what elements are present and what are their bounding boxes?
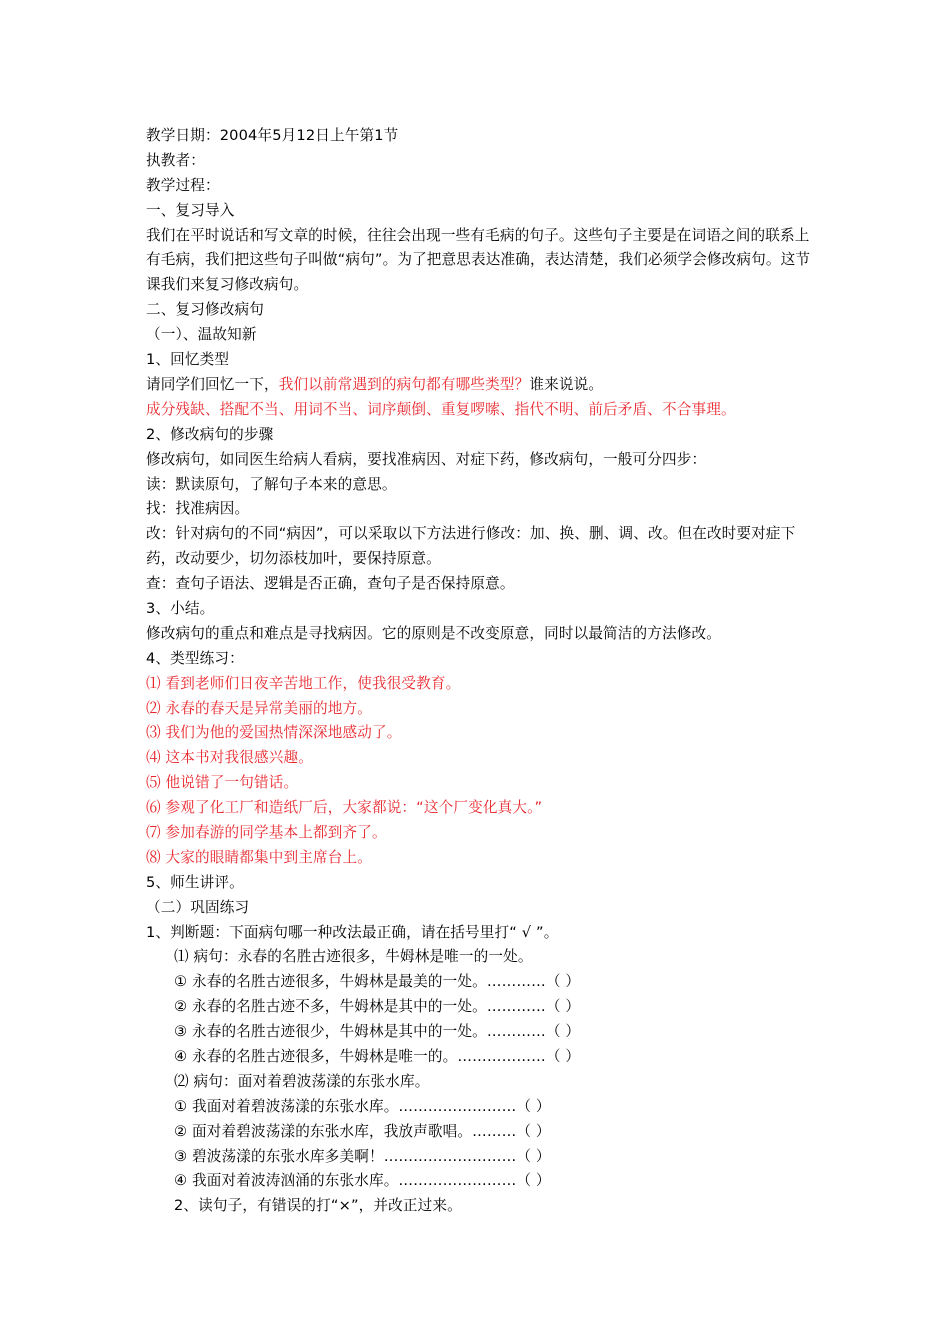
practice-sentence: ⑵ 永春的春天是异常美丽的地方。 xyxy=(146,699,372,717)
sick-sentence-1: ⑴ 病句：永春的名胜古迹很多，牛姆林是唯一的一处。 xyxy=(174,948,533,966)
option-line: ④ 我面对着波涛汹涌的东张水库。……………………（ ） xyxy=(174,1172,551,1190)
practice-sentence: ⑷ 这本书对我很感兴趣。 xyxy=(146,749,313,767)
item-heading-steps: 2、修改病句的步骤 xyxy=(146,425,274,443)
option-line: ③ 永春的名胜古迹很少，牛姆林是其中的一处。…………（ ） xyxy=(174,1023,581,1041)
error-types-list: 成分残缺、搭配不当、用词不当、词序颠倒、重复啰嗦、指代不明、前后矛盾、不合事理。 xyxy=(146,400,736,418)
subsection-heading-consolidation: （二）巩固练习 xyxy=(146,898,250,916)
read-sentences-heading: 2、读句子，有错误的打“×”，并改正过来。 xyxy=(174,1197,462,1215)
teacher-line: 执教者： xyxy=(146,151,205,169)
practice-sentence: ⑺ 参加春游的同学基本上都到齐了。 xyxy=(146,824,387,842)
item-heading-review-discussion: 5、师生讲评。 xyxy=(146,873,244,891)
judgement-question-heading: 1、判断题：下面病句哪一种改法最正确，请在括号里打“ √ ”。 xyxy=(146,923,559,941)
option-line: ① 我面对着碧波荡漾的东张水库。……………………（ ） xyxy=(174,1097,551,1115)
subsection-heading-review-knowledge: （一）、温故知新 xyxy=(146,326,257,344)
recall-question-highlight: 我们以前常遇到的病句都有哪些类型？ xyxy=(278,375,530,393)
option-line: ④ 永春的名胜古迹很多，牛姆林是唯一的。………………（ ） xyxy=(174,1048,581,1066)
recall-question-suffix: 谁来说说。 xyxy=(529,375,604,393)
practice-sentence: ⑻ 大家的眼睛都集中到主席台上。 xyxy=(146,848,372,866)
document-body xyxy=(146,124,814,1219)
option-line: ② 面对着碧波荡漾的东张水库，我放声歌唱。………（ ） xyxy=(174,1122,551,1140)
option-line: ① 永春的名胜古迹很多，牛姆林是最美的一处。…………（ ） xyxy=(174,973,581,991)
section-heading-review: 一、复习导入 xyxy=(146,201,235,219)
sick-sentence-2: ⑵ 病句：面对着碧波荡漾的东张水库。 xyxy=(174,1072,430,1090)
teaching-date: 教学日期：2004年5月12日上午第1节 xyxy=(146,127,399,144)
steps-intro: 修改病句，如同医生给病人看病，要找准病因、对症下药，修改病句，一般可分四步： xyxy=(146,450,707,468)
option-line: ② 永春的名胜古迹不多，牛姆林是其中的一处。…………（ ） xyxy=(174,998,581,1016)
summary-text: 修改病句的重点和难点是寻找病因。它的原则是不改变原意，同时以最简洁的方法修改。 xyxy=(146,624,722,642)
item-heading-practice: 4、类型练习： xyxy=(146,649,244,667)
recall-question-line xyxy=(146,373,814,398)
item-heading-recall-types: 1、回忆类型 xyxy=(146,351,230,369)
step-revise: 改：针对病句的不同“病因”，可以采取以下方法进行修改：加、换、删、调、改。但在改时要对症下药，改动要少，切勿添枝加叶，要保持原意。 xyxy=(146,525,796,568)
practice-sentence: ⑸ 他说错了一句错话。 xyxy=(146,774,299,792)
intro-paragraph: 我们在平时说话和写文章的时候，往往会出现一些有毛病的句子。这些句子主要是在词语之间的联系上有毛病，我们把这些句子叫做“病句”。为了把意思表达准确，表达清楚，我们必须学会修改病句。这节课我们来复习修改病句。 xyxy=(146,226,811,294)
step-read: 读：默读原句，了解句子本来的意思。 xyxy=(146,475,397,493)
step-check: 查：查句子语法、逻辑是否正确，查句子是否保持原意。 xyxy=(146,575,515,593)
process-heading: 教学过程： xyxy=(146,176,220,194)
recall-question-prefix: 请同学们回忆一下， xyxy=(146,375,279,393)
step-find: 找：找准病因。 xyxy=(146,500,250,518)
item-heading-summary: 3、小结。 xyxy=(146,600,215,617)
practice-sentence: ⑴ 看到老师们日夜辛苦地工作，使我很受教育。 xyxy=(146,674,461,692)
practice-sentence: ⑹ 参观了化工厂和造纸厂后，大家都说：“这个厂变化真大。” xyxy=(146,799,543,817)
option-line: ③ 碧波荡漾的东张水库多美啊！………………………（ ） xyxy=(174,1147,551,1165)
practice-sentence: ⑶ 我们为他的爱国热情深深地感动了。 xyxy=(146,724,402,742)
section-heading-revise: 二、复习修改病句 xyxy=(146,301,264,319)
